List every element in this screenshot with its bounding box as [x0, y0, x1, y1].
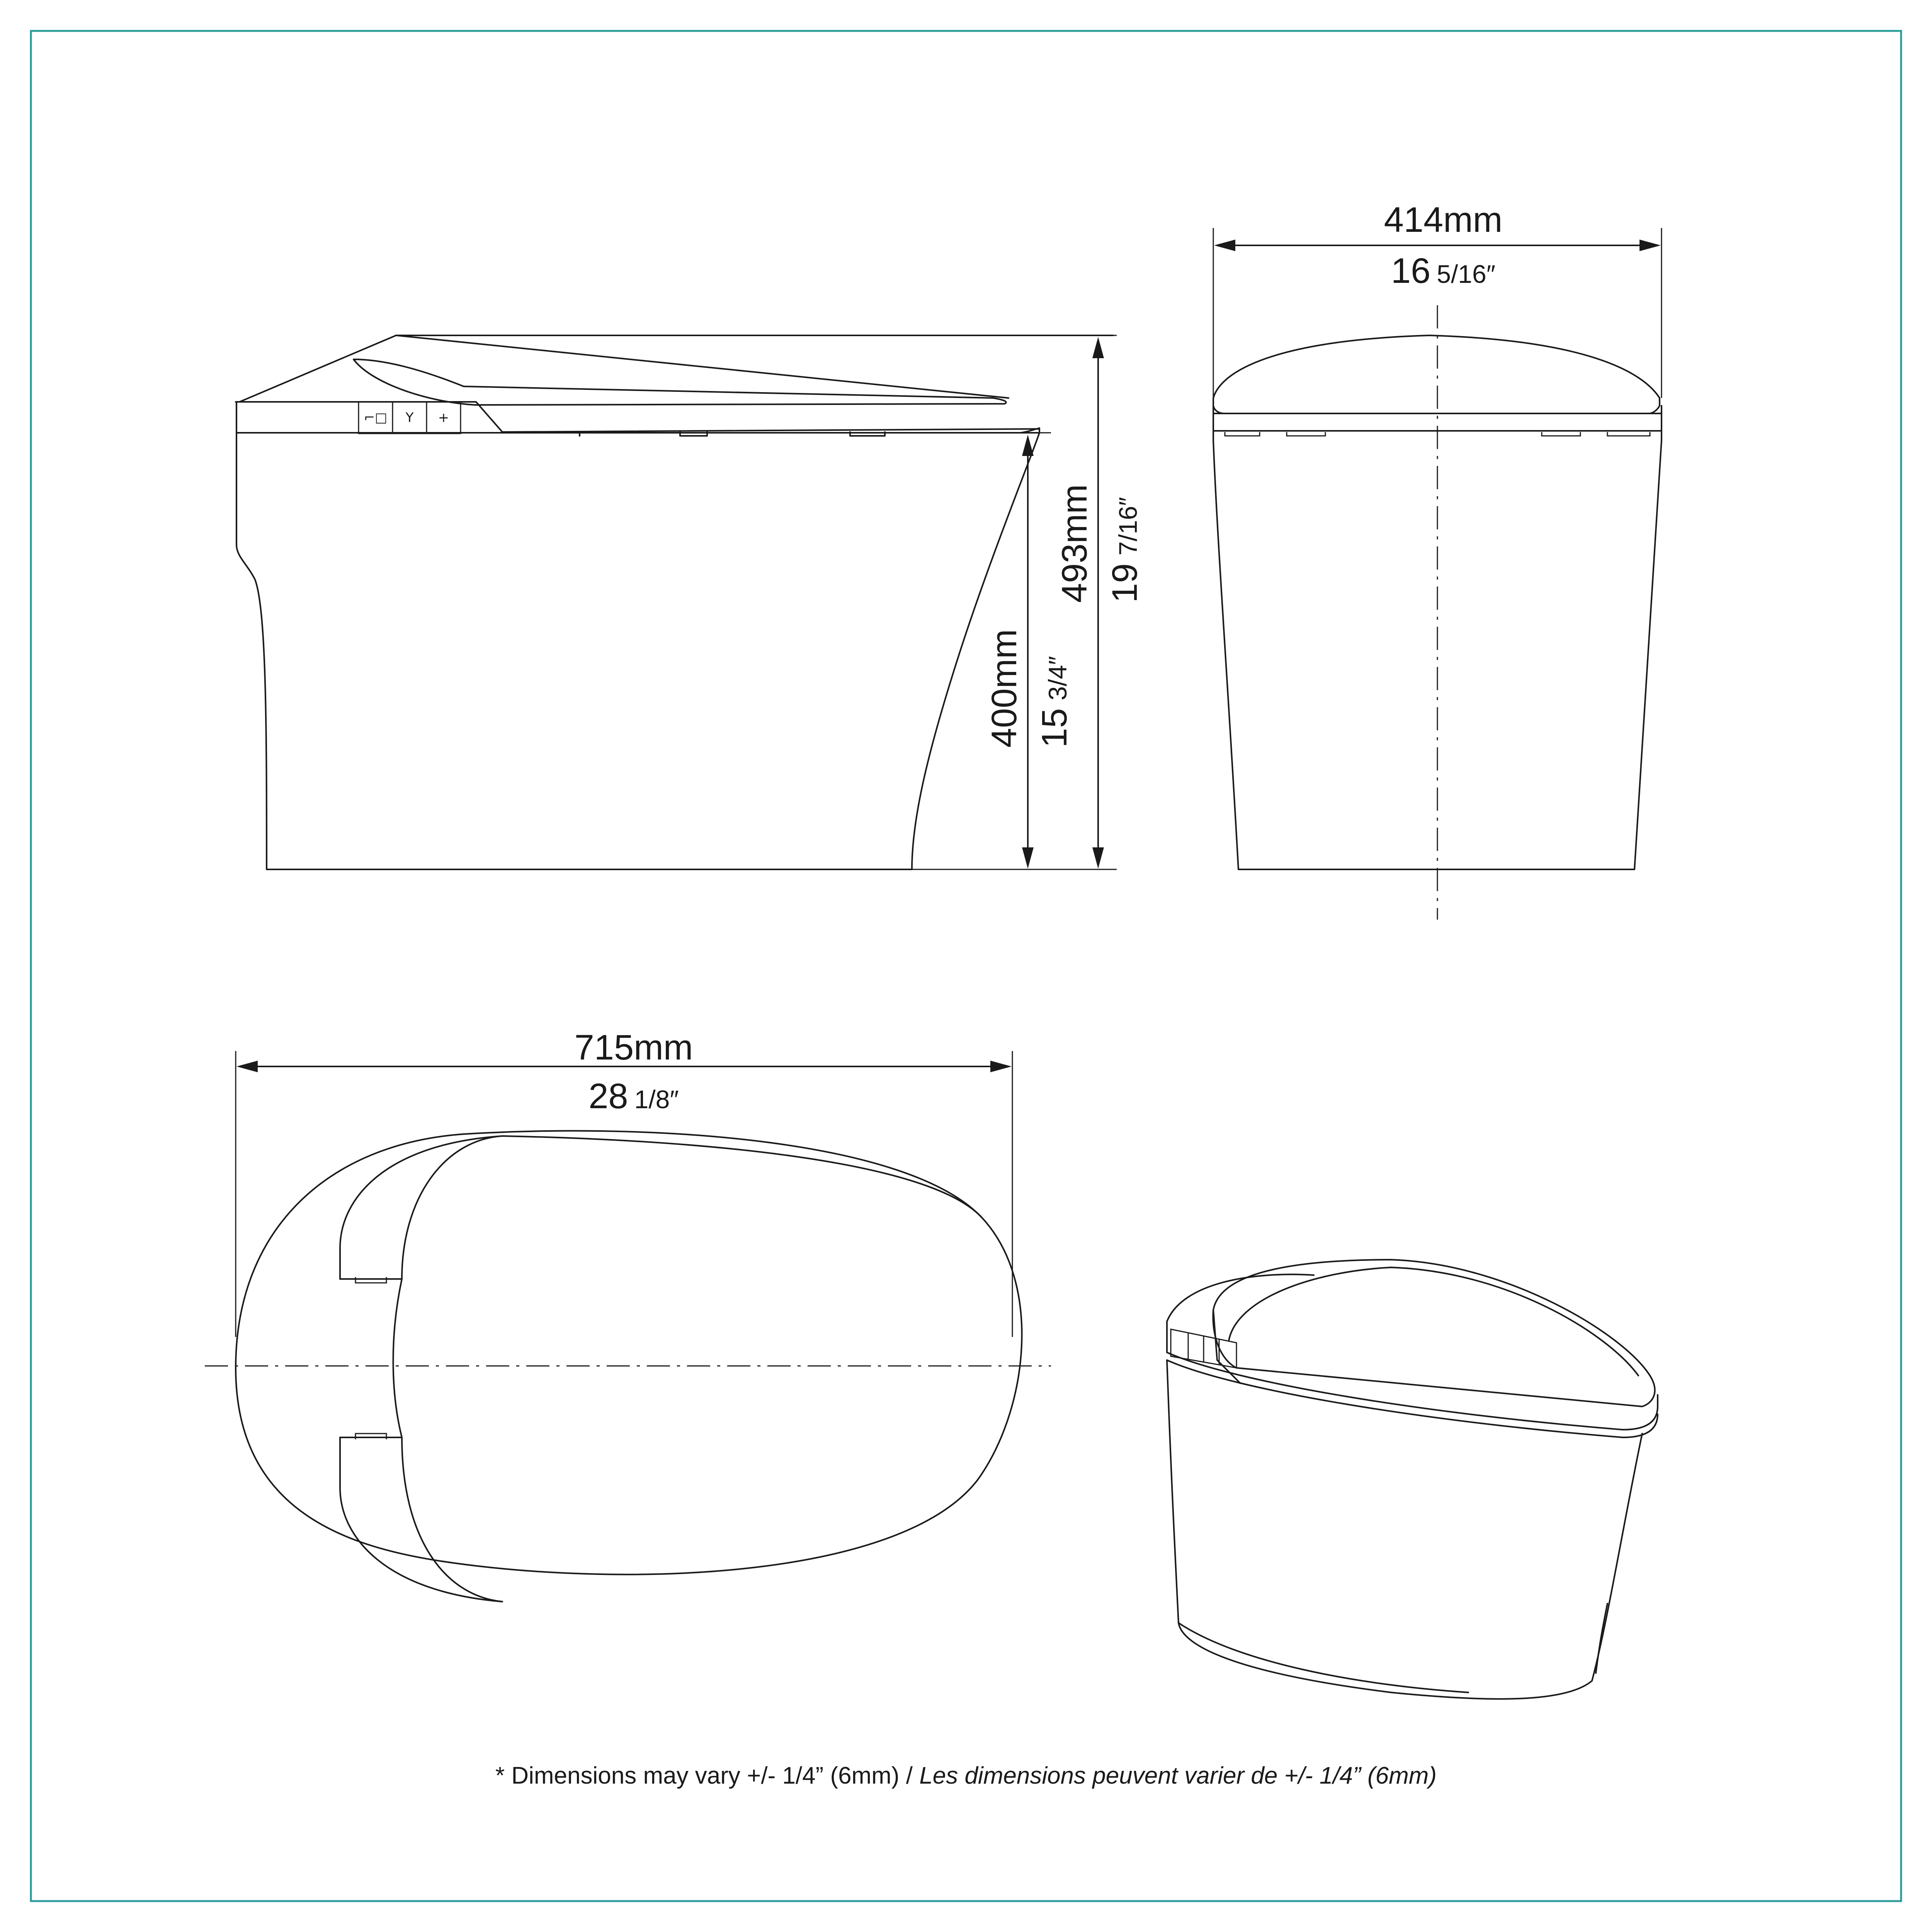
seat-height-mm: 400mm — [985, 629, 1024, 748]
total-height-inch-fraction: 7/16″ — [1114, 497, 1142, 556]
front-view — [1213, 200, 1662, 920]
bidet-icon: ⌐□ — [364, 410, 388, 425]
length-inch: 28 — [588, 1077, 628, 1116]
seat-height-inch: 15 — [1035, 708, 1074, 748]
svg-text:165/16″ — [1391, 251, 1495, 291]
footnote-english: * Dimensions may vary +/- 1/4” (6mm) / — [495, 1762, 920, 1789]
length-mm: 715mm — [574, 1028, 693, 1067]
side-view — [236, 335, 1145, 869]
drawing-frame — [31, 31, 1901, 1901]
spray-icon: Y — [405, 410, 414, 425]
svg-text:197/16″ — [1105, 497, 1145, 603]
svg-text:281/8″ — [588, 1077, 679, 1116]
front-width-inch: 16 — [1391, 251, 1431, 291]
top-view — [205, 1028, 1051, 1602]
front-width-inch-fraction: 5/16″ — [1437, 260, 1496, 288]
footnote-french: Les dimensions peuvent varier de +/- 1/4” (6mm) — [919, 1762, 1437, 1789]
svg-text:153/4″ — [1035, 656, 1074, 748]
total-height-inch: 19 — [1105, 563, 1145, 603]
dryer-icon: + — [438, 410, 449, 425]
front-width-mm: 414mm — [1384, 200, 1503, 240]
length-inch-fraction: 1/8″ — [634, 1085, 679, 1114]
footnote — [0, 1762, 1932, 1789]
perspective-view — [1167, 1260, 1658, 1699]
total-height-mm: 493mm — [1055, 484, 1094, 603]
seat-height-inch-fraction: 3/4″ — [1043, 656, 1072, 701]
